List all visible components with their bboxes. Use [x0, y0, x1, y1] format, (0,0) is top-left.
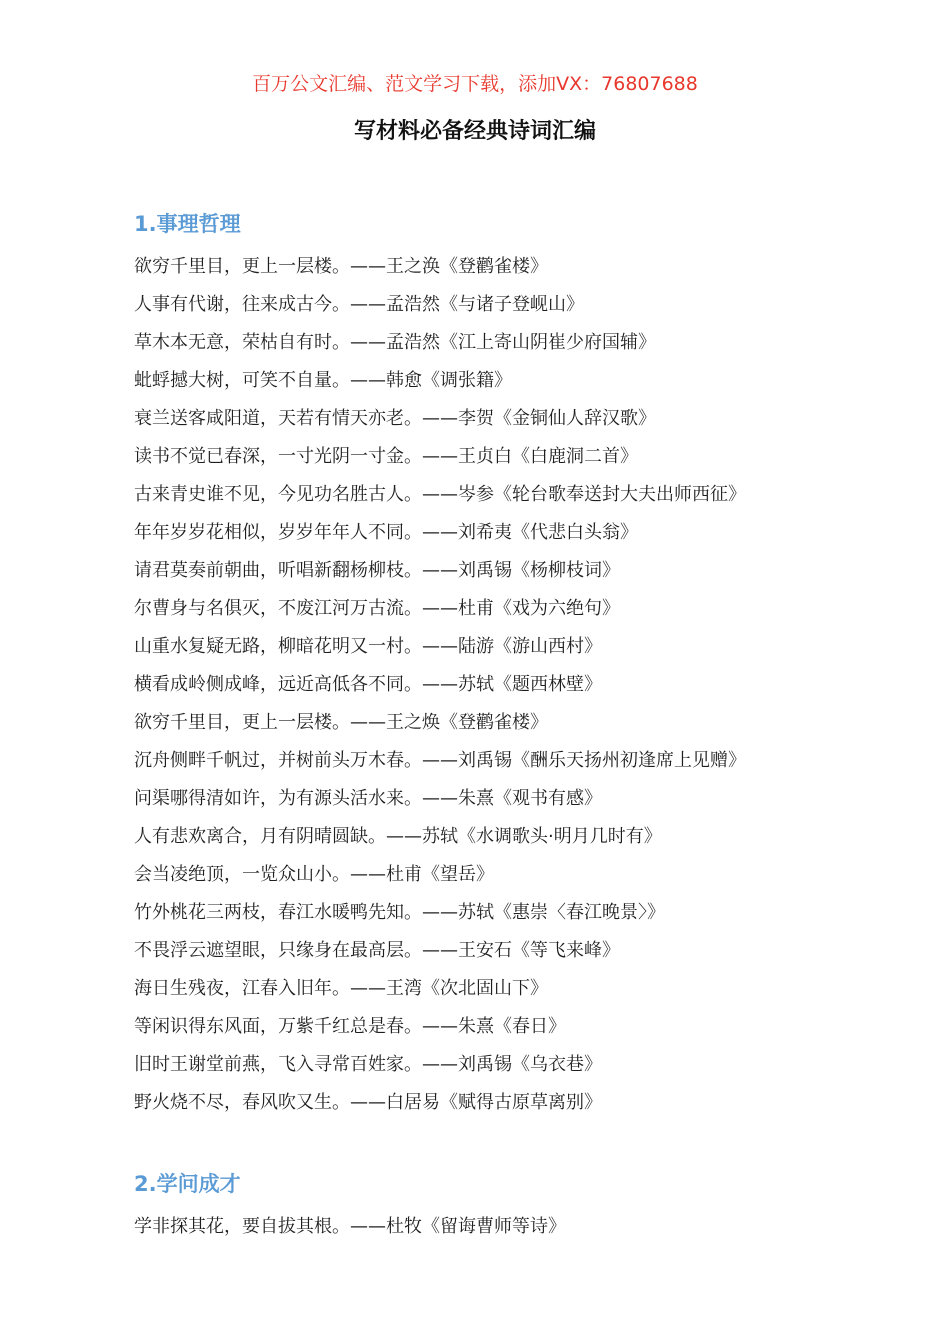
quote-line: 尔曹身与名俱灭，不废江河万古流。——杜甫《戏为六绝句》: [134, 598, 620, 619]
quote-line: 人有悲欢离合，月有阴晴圆缺。——苏轼《水调歌头·明月几时有》: [134, 826, 662, 847]
quote-line: 野火烧不尽，春风吹又生。——白居易《赋得古原草离别》: [134, 1092, 602, 1113]
quote-line: 草木本无意，荣枯自有时。——孟浩然《江上寄山阴崔少府国辅》: [134, 332, 656, 353]
quote-list-philosophy: [134, 248, 854, 1122]
quote-line: 横看成岭侧成峰，远近高低各不同。——苏轼《题西林壁》: [134, 674, 602, 695]
quote-line: 请君莫奏前朝曲，听唱新翻杨柳枝。——刘禹锡《杨柳枝词》: [134, 560, 620, 581]
quote-line: 读书不觉已春深，一寸光阴一寸金。——王贞白《白鹿洞二首》: [134, 446, 638, 467]
section-heading-philosophy: 1.事理哲理: [134, 212, 241, 236]
section-heading-learning: 2.学问成才: [134, 1172, 241, 1196]
document-title: 写材料必备经典诗词汇编: [353, 119, 596, 144]
quote-line: 不畏浮云遮望眼，只缘身在最高层。——王安石《等飞来峰》: [134, 940, 620, 961]
quote-line: 年年岁岁花相似，岁岁年年人不同。——刘希夷《代悲白头翁》: [134, 522, 638, 543]
header-notice: 百万公文汇编、范文学习下载，添加VX：76807688: [252, 73, 698, 95]
quote-line: 山重水复疑无路，柳暗花明又一村。——陆游《游山西村》: [134, 636, 602, 657]
quote-line: 沉舟侧畔千帆过，并树前头万木春。——刘禹锡《酬乐天扬州初逢席上见赠》: [134, 750, 746, 771]
quote-line: 人事有代谢，往来成古今。——孟浩然《与诸子登岘山》: [134, 294, 584, 315]
quote-line: 欲穷千里目，更上一层楼。——王之焕《登鹳雀楼》: [134, 712, 548, 733]
quote-line: 会当凌绝顶，一览众山小。——杜甫《望岳》: [134, 864, 494, 885]
quote-line: 古来青史谁不见，今见功名胜古人。——岑参《轮台歌奉送封大夫出师西征》: [134, 484, 746, 505]
quote-line: 海日生残夜，江春入旧年。——王湾《次北固山下》: [134, 978, 548, 999]
quote-line: 衰兰送客咸阳道，天若有情天亦老。——李贺《金铜仙人辞汉歌》: [134, 408, 656, 429]
quote-line: 学非探其花，要自拔其根。——杜牧《留诲曹师等诗》: [134, 1216, 566, 1237]
quote-line: 蚍蜉撼大树，可笑不自量。——韩愈《调张籍》: [134, 370, 512, 391]
quote-line: 旧时王谢堂前燕，飞入寻常百姓家。——刘禹锡《乌衣巷》: [134, 1054, 602, 1075]
quote-line: 竹外桃花三两枝，春江水暖鸭先知。——苏轼《惠崇〈春江晚景〉》: [134, 902, 665, 923]
quote-line: 欲穷千里目，更上一层楼。——王之涣《登鹳雀楼》: [134, 256, 548, 277]
quote-line: 等闲识得东风面，万紫千红总是春。——朱熹《春日》: [134, 1016, 566, 1037]
quote-list-learning: [134, 1208, 854, 1246]
quote-line: 问渠哪得清如许，为有源头活水来。——朱熹《观书有感》: [134, 788, 602, 809]
